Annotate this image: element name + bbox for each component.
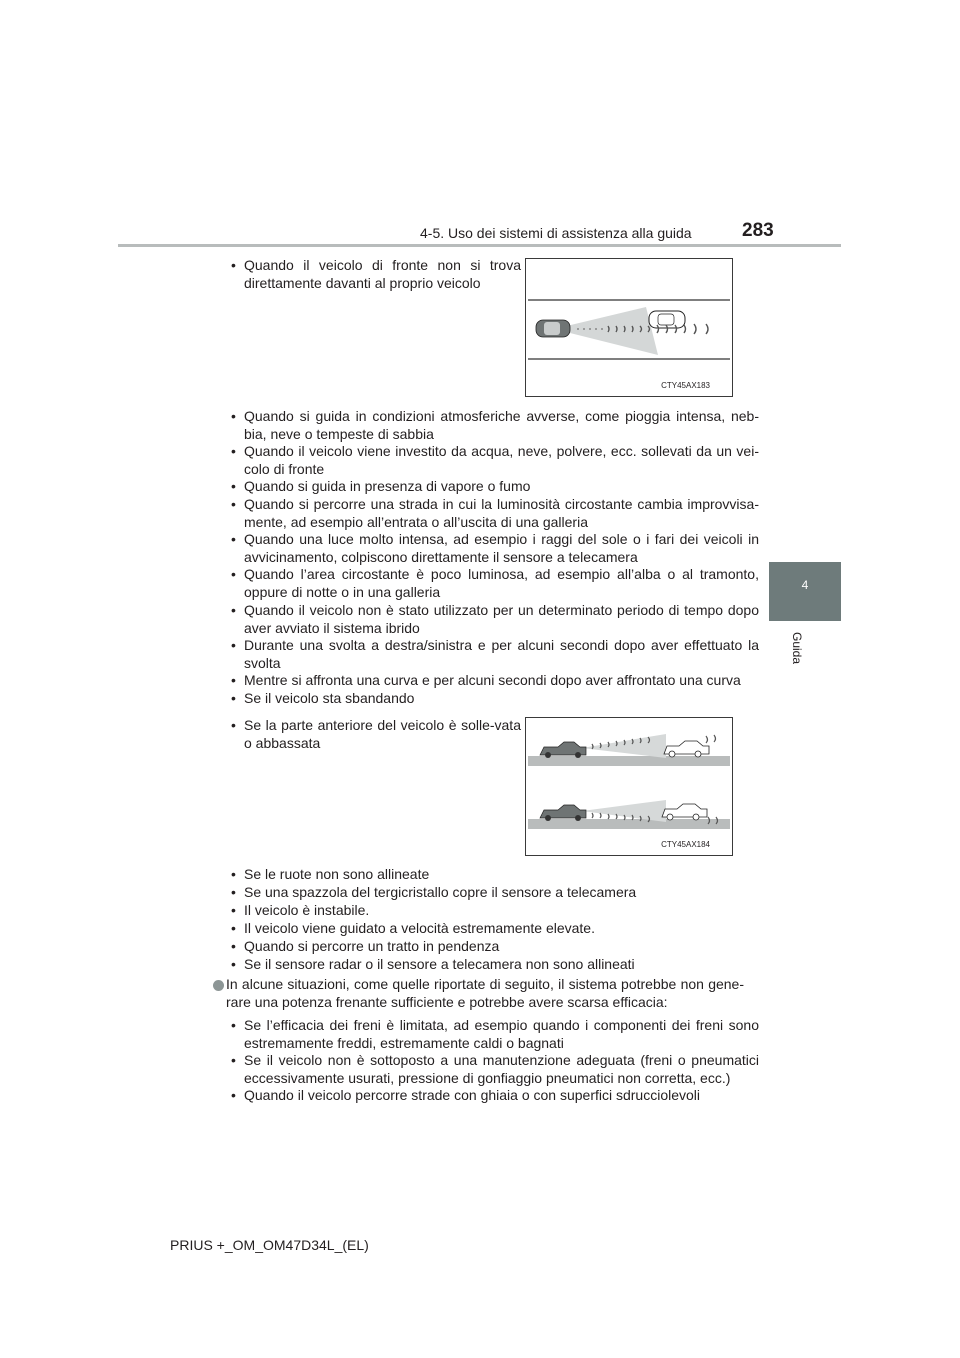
list-item: • Se il veicolo sta sbandando <box>229 689 759 707</box>
list-item: • Quando si guida in presenza di vapore o fumo <box>229 477 759 495</box>
list-item: • Quando si guida in condizioni atmosferiche avverse, come pioggia intensa, neb-bia, neve o tempeste di sabbia <box>229 407 759 443</box>
figure-code: CTY45AX184 <box>661 840 710 849</box>
raised-lowered-drawing <box>526 718 732 855</box>
list-item: • Durante una svolta a destra/sinistra e per alcuni secondi dopo aver effettuato la svolta <box>229 636 759 672</box>
header-divider <box>118 244 841 247</box>
list-item: • Il veicolo è instabile. <box>229 901 759 919</box>
list-item: • Quando il veicolo non è stato utilizzato per un determinato periodo di tempo dopo aver avviato il sistema ibrido <box>229 601 759 637</box>
figure-code: CTY45AX183 <box>661 381 710 390</box>
main-paragraph: In alcune situazioni, come quelle riportate di seguito, il sistema potrebbe non gene-rare una potenza frenante sufficiente e potrebbe avere scarsa efficacia: <box>226 976 744 1010</box>
list-item: • Quando si percorre un tratto in pendenza <box>229 937 759 955</box>
offset-vehicle-illustration <box>525 258 733 397</box>
page-number: 283 <box>742 220 774 241</box>
chapter-label: Guida <box>790 632 804 665</box>
raised-lowered-vehicle-illustration <box>525 717 733 856</box>
section-title: 4-5. Uso dei sistemi di assistenza alla guida <box>420 225 692 241</box>
list-item: • Il veicolo viene guidato a velocità estremamente elevate. <box>229 919 759 937</box>
list-item: • Mentre si affronta una curva e per alcuni secondi dopo aver affrontato una curva <box>229 671 759 689</box>
list-item: • Quando il veicolo viene investito da acqua, neve, polvere, ecc. sollevati da un vei-colo di fronte <box>229 442 759 478</box>
chapter-number: 4 <box>801 578 809 592</box>
list-item: • Quando si percorre una strada in cui la luminosità circostante cambia improvvisa-mente, ad esempio all’entrata o all’uscita di una galleria <box>229 495 759 531</box>
list-item: • Se il veicolo non è sottoposto a una manutenzione adeguata (freni o pneumatici eccessivamente usurati, pressione di gonfiaggio pneumatici non corretta, ecc.) <box>229 1051 759 1087</box>
offset-vehicle-drawing <box>526 259 732 396</box>
model-code: PRIUS +_OM_OM47D34L_(EL) <box>170 1237 369 1253</box>
list-item: • Se la parte anteriore del veicolo è solle-vata o abbassata <box>229 716 521 752</box>
list-item: • Se le ruote non sono allineate <box>229 865 759 883</box>
list-item: • Se l’efficacia dei freni è limitata, ad esempio quando i componenti dei freni sono estremamente freddi, estremamente caldi o bagnati <box>229 1016 759 1052</box>
list-item: • Quando una luce molto intensa, ad esempio i raggi del sole o i fari dei veicoli in avvicinamento, colpiscono direttamente il sensore a telecamera <box>229 530 759 566</box>
circle-bullet-icon <box>213 980 224 991</box>
list-item: • Quando il veicolo di fronte non si trova direttamente davanti al proprio veicolo <box>229 256 521 292</box>
chapter-tab <box>769 562 841 621</box>
list-item: • Quando il veicolo percorre strade con ghiaia o con superfici sdrucciolevoli <box>229 1086 759 1104</box>
list-item: • Quando l’area circostante è poco luminosa, ad esempio all’alba o al tramonto, oppure di notte o in una galleria <box>229 565 759 601</box>
list-item: • Se il sensore radar o il sensore a telecamera non sono allineati <box>229 955 759 973</box>
list-item: • Se una spazzola del tergicristallo copre il sensore a telecamera <box>229 883 759 901</box>
